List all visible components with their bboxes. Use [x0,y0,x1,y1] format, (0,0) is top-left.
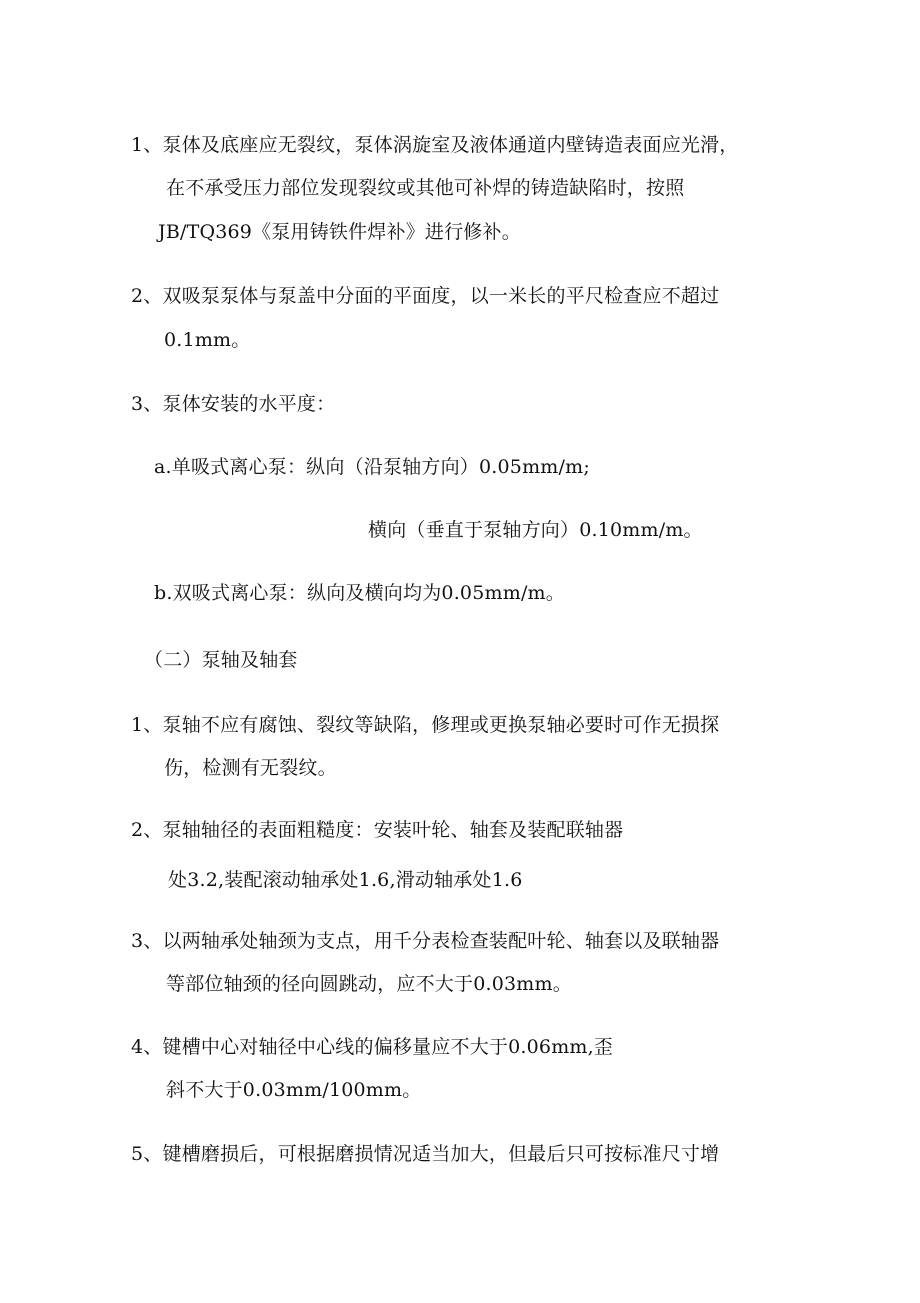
shaft-item-2-line-2: 处3.2,装配滚动轴承处1.6,滑动轴承处1.6 [168,869,523,891]
shaft-item-4-line-2: 斜不大于0.03mm/100mm。 [166,1079,422,1101]
section-heading-2: （二）泵轴及轴套 [144,649,298,671]
shaft-item-1-line-2: 伤，检测有无裂纹。 [164,757,337,779]
item-3b: b.双吸式离心泵：纵向及横向均为0.05mm/m。 [154,582,565,604]
item-2-line-2: 0.1mm。 [164,329,251,351]
shaft-item-2-line-1: 2、泵轴轴径的表面粗糙度：安装叶轮、轴套及装配联轴器 [131,819,624,841]
shaft-item-5-line-1: 5、键槽磨损后，可根据磨损情况适当加大，但最后只可按标准尺寸增 [131,1143,720,1165]
shaft-item-4-line-1: 4、键槽中心对轴径中心线的偏移量应不大于0.06mm,歪 [131,1036,614,1058]
shaft-item-3-line-2: 等部位轴颈的径向圆跳动，应不大于0.03mm。 [166,973,572,995]
item-3a: a.单吸式离心泵：纵向（沿泵轴方向）0.05mm/m; [154,456,590,478]
item-1-line-1: 1、泵体及底座应无裂纹，泵体涡旋室及液体通道内壁铸造表面应光滑， [131,134,739,156]
shaft-item-3-line-1: 3、以两轴承处轴颈为支点，用千分表检查装配叶轮、轴套以及联轴器 [131,930,720,952]
item-3-line-1: 3、泵体安装的水平度： [131,393,336,415]
item-1-line-2: 在不承受压力部位发现裂纹或其他可补焊的铸造缺陷时，按照 [166,177,685,199]
shaft-item-1-line-1: 1、泵轴不应有腐蚀、裂纹等缺陷，修理或更换泵轴必要时可作无损探 [131,714,720,736]
item-2-line-1: 2、双吸泵泵体与泵盖中分面的平面度，以一米长的平尺检查应不超过 [131,285,720,307]
item-3a-cont: 横向（垂直于泵轴方向）0.10mm/m。 [368,519,703,541]
item-1-line-3: JB/TQ369《泵用铸铁件焊补》进行修补。 [158,221,521,243]
